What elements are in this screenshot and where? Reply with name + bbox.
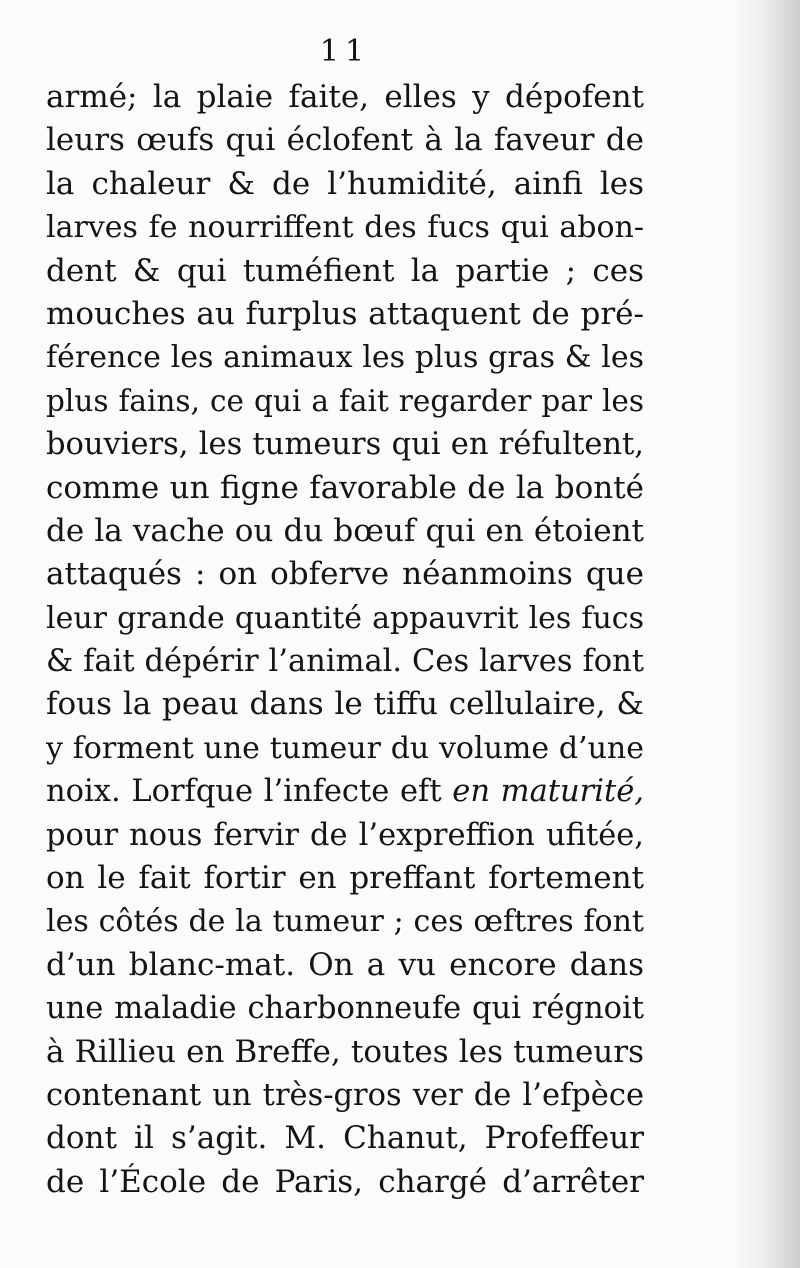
text-line-10: comme un figne favorable de la bonté [46, 469, 644, 506]
text-line-2: leurs œufs qui éclofent à la faveur de [46, 122, 644, 159]
text-line-13: leur grande quantité appauvrit les fucs [46, 600, 644, 636]
text-line-22: une maladie charbonneufe qui régnoit [46, 991, 644, 1027]
text-line-25: dont il s’agit. M. Chanut, Profeffeur [46, 1120, 644, 1157]
text-line-6: mouches au furplus attaquent de pré- [46, 295, 644, 332]
text-line-26: de l’École de Paris, chargé d’arrêter [46, 1163, 644, 1200]
text-line-23: à Rillieu en Breffe, toutes les tumeurs [46, 1033, 644, 1070]
text-line-17-italic: en maturité, [452, 774, 644, 810]
text-line-1: armé; la plaie faite, elles y dépofent [46, 79, 644, 115]
body-text [46, 76, 644, 1204]
text-line-14: & fait dépérir l’animal. Ces larves font [46, 644, 644, 680]
text-line-7: férence les animaux les plus gras & les [46, 340, 644, 376]
text-line-5: dent & qui tuméfient la partie ; ces [46, 252, 644, 289]
text-line-15: fous la peau dans le tiffu cellulaire, & [46, 686, 644, 723]
text-line-17 [46, 770, 644, 813]
text-line-18: pour nous fervir de l’expreffion ufitée, [46, 817, 644, 853]
text-line-16: y forment une tumeur du volume d’une [46, 730, 644, 766]
text-line-19: on le fait fortir en preffant fortement [46, 860, 644, 897]
text-line-12: attaqués : on obferve néanmoins que [46, 556, 644, 593]
text-line-11: de la vache ou du bœuf qui en étoient [46, 512, 644, 549]
page-number: 11 [319, 34, 371, 69]
text-line-17-roman: noix. Lorfque l’infecte eft [46, 774, 453, 810]
text-line-24: contenant un très-gros ver de l’efpèce [46, 1077, 644, 1113]
text-line-3: la chaleur & de l’humidité, ainfi les [46, 165, 644, 202]
text-line-8: plus fains, ce qui a fait regarder par les [46, 383, 644, 418]
text-line-20: les côtés de la tumeur ; ces œftres font [46, 904, 644, 940]
text-line-21: d’un blanc-mat. On a vu encore dans [46, 946, 644, 983]
text-line-9: bouviers, les tumeurs qui en réfultent, [46, 427, 644, 463]
text-line-4: larves fe nourriffent des fucs qui abon- [46, 210, 644, 246]
page-edge-shadow [730, 0, 800, 1268]
